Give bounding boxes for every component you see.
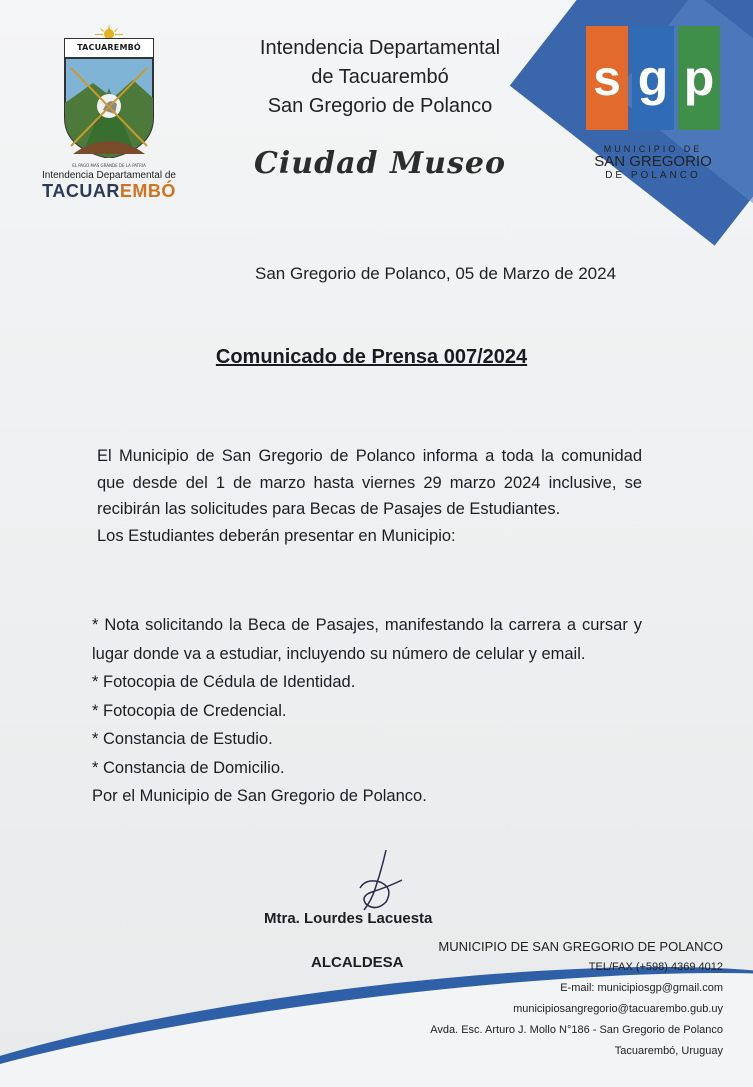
coat-of-arms-icon	[63, 58, 155, 158]
contact-block	[430, 936, 723, 1062]
sgp-letter-g: g	[632, 26, 674, 130]
logo-subtitle: Intendencia Departamental de	[42, 170, 176, 181]
intendencia-logo	[34, 24, 184, 202]
shield-label: TACUAREMBÓ	[64, 38, 154, 58]
municipio-logo-line2: SAN GREGORIO	[594, 153, 712, 170]
requirement-item: * Nota solicitando la Beca de Pasajes, manifestando la carrera a cursar y lugar donde va a estudiar, incluyendo su número de celular y email.	[92, 616, 642, 663]
signer-role: ALCALDESA	[311, 954, 404, 971]
sun-icon	[89, 24, 129, 38]
contact-address: Avda. Esc. Arturo J. Mollo N°186 - San Gregorio de Polanco	[430, 1024, 723, 1036]
press-release-title	[0, 346, 753, 369]
handwritten-signature	[346, 848, 416, 918]
contact-city: Tacuarembó, Uruguay	[614, 1045, 723, 1057]
body-paragraph-2: Los Estudiantes deberán presentar en Municipio:	[97, 526, 456, 545]
contact-phone: TEL/FAX (+598) 4369 4012	[588, 961, 723, 973]
letterhead-line3: San Gregorio de Polanco	[267, 95, 493, 117]
closing-line: Por el Municipio de San Gregorio de Polanco.	[92, 787, 427, 805]
requirement-item: * Constancia de Domicilio.	[92, 758, 285, 777]
letter-body	[97, 443, 642, 549]
press-release-title-text: Comunicado de Prensa 007/2024	[215, 346, 528, 368]
requirements-list	[92, 611, 642, 811]
municipio-logo-line3: DE POLANCO	[605, 170, 701, 181]
sgp-letter-p: p	[678, 26, 720, 130]
sgp-mark	[586, 26, 720, 130]
requirement-item: * Fotocopia de Credencial.	[92, 701, 287, 720]
municipio-logo	[586, 26, 720, 181]
logo-motto: EL PAGO MAS GRANDE DE LA PATRIA	[72, 163, 146, 168]
letter-date: San Gregorio de Polanco, 05 de Marzo de 2024	[255, 264, 617, 283]
city-motto: Ciudad Museo	[254, 146, 506, 181]
contact-title: MUNICIPIO DE SAN GREGORIO DE POLANCO	[438, 939, 723, 954]
body-paragraph-1: El Municipio de San Gregorio de Polanco informa a toda la comunidad que desde del 1 de marzo hasta viernes 29 marzo 2024 inclusive, se recibirán las solicitudes para Becas de Pasajes de Estudiantes.	[97, 447, 642, 518]
letterhead	[220, 34, 540, 121]
letterhead-line1: Intendencia Departamental	[259, 37, 501, 59]
logo-name	[34, 181, 184, 202]
requirement-item: * Fotocopia de Cédula de Identidad.	[92, 673, 356, 691]
logo-name-part2: EMBÓ	[119, 181, 176, 201]
logo-name-part1: TACUAR	[42, 181, 120, 201]
contact-email-2: municipiosangregorio@tacuarembo.gub.uy	[513, 1003, 723, 1015]
signer-name: Mtra. Lourdes Lacuesta	[264, 910, 433, 927]
contact-email-1: E-mail: municipiosgp@gmail.com	[560, 982, 723, 994]
requirement-item: * Constancia de Estudio.	[92, 730, 273, 748]
sgp-letter-s: s	[586, 26, 628, 130]
letterhead-line2: de Tacuarembó	[311, 66, 449, 88]
municipio-logo-line1: MUNICIPIO DE	[603, 144, 703, 154]
